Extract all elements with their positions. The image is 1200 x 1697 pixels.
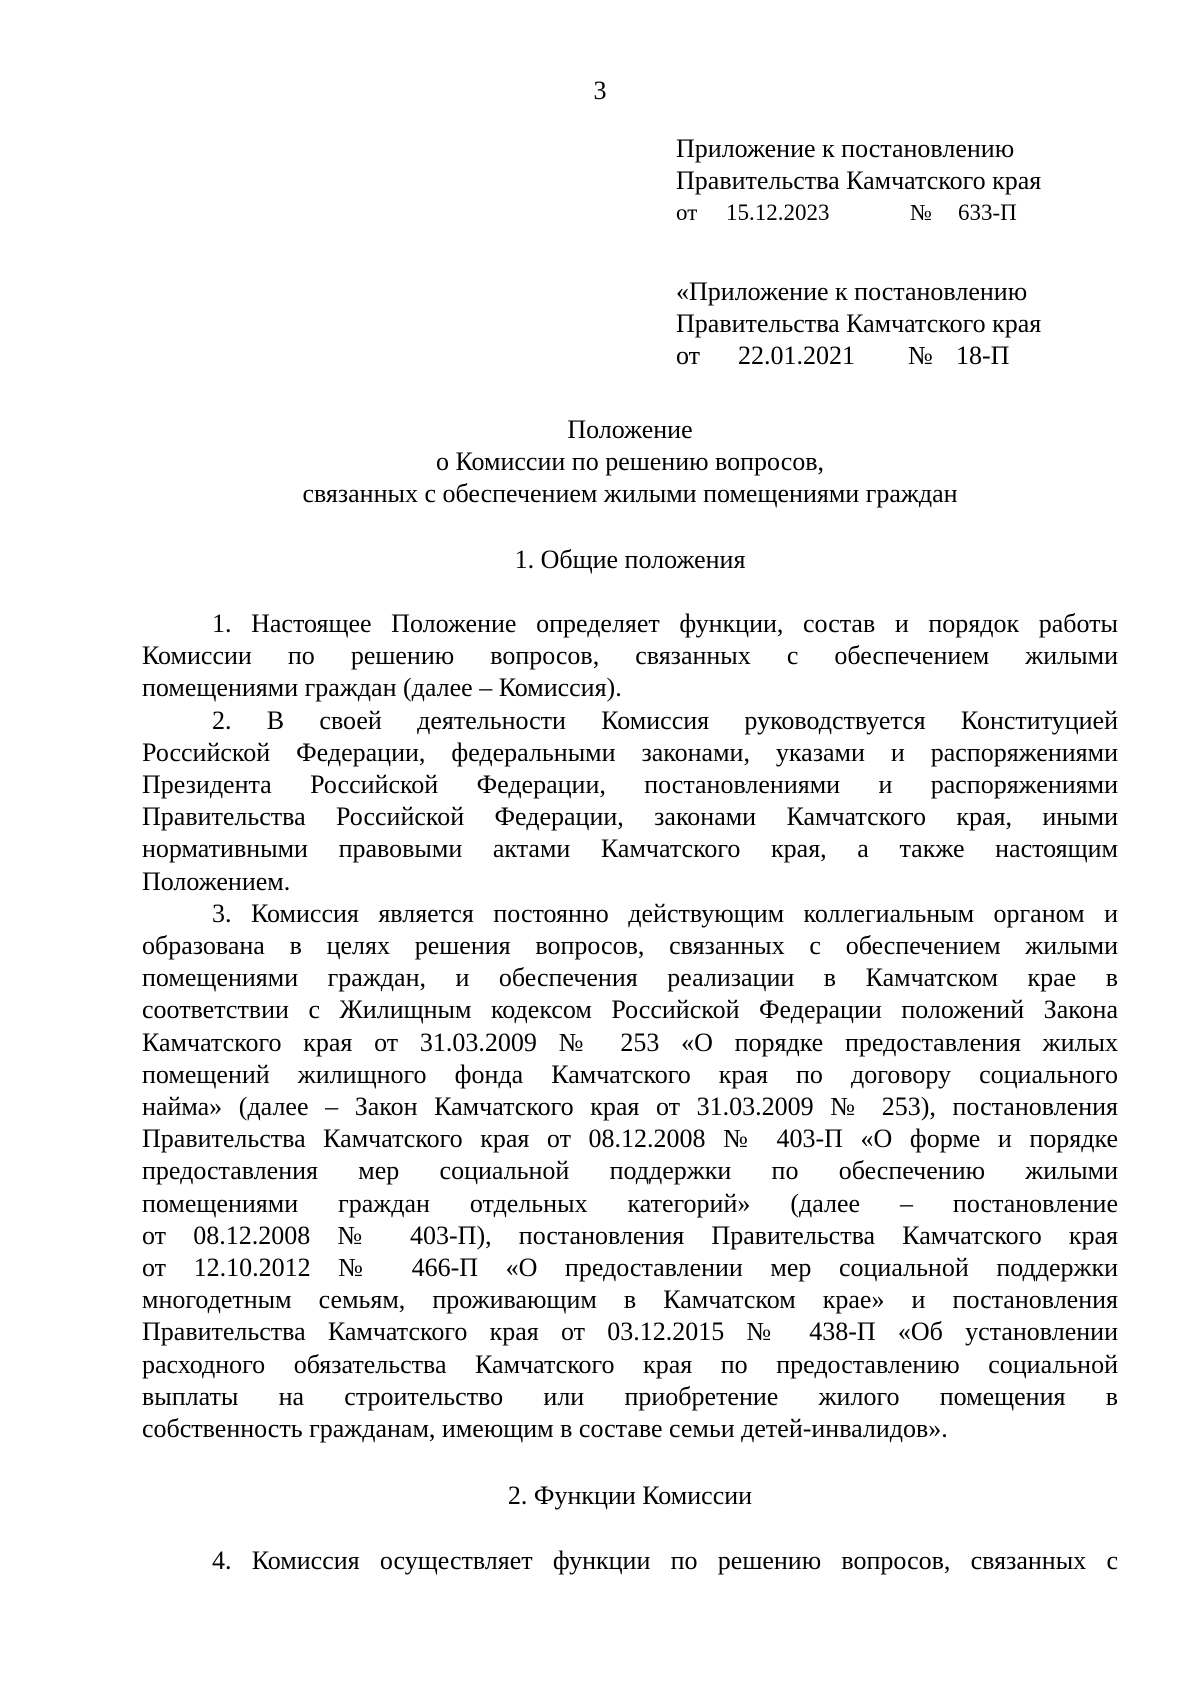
text-line: собственность гражданам, имеющим в составе семьи детей-инвалидов». xyxy=(142,1414,948,1444)
section-body-general xyxy=(142,608,1118,1445)
appendix-current-date: 15.12.2023 xyxy=(726,200,830,225)
text-line: Положением. xyxy=(142,866,291,896)
appendix-current-num-sign: № xyxy=(910,200,932,225)
section-heading-general: 1. Общие положения xyxy=(514,545,746,574)
appendix-previous-line2: Правительства Камчатского края xyxy=(676,309,1042,338)
text-line: от 08.12.2008 № 403-П), постановления Правительства Камчатского края xyxy=(142,1220,1118,1250)
title-line1: Положение xyxy=(567,415,693,444)
title-line3: связанных с обеспечением жилыми помещениями граждан xyxy=(302,479,958,508)
section-heading-functions: 2. Функции Комиссии xyxy=(507,1481,753,1510)
text-line: 2. В своей деятельности Комиссия руководствуется Конституцией xyxy=(212,705,1118,735)
text-line: нормативными правовыми актами Камчатского края, а также настоящим xyxy=(142,834,1118,864)
paragraph-4 xyxy=(142,1545,1118,1577)
text-line: расходного обязательства Камчатского края по предоставлению социальной xyxy=(142,1349,1118,1379)
text-line: Правительства Камчатского края от 08.12.2008 № 403-П «О форме и порядке xyxy=(142,1124,1118,1154)
document-title xyxy=(130,414,1130,510)
text-line: выплаты на строительство или приобретение жилого помещения в xyxy=(142,1381,1118,1411)
appendix-previous-num-sign: № xyxy=(908,341,933,370)
paragraph-1 xyxy=(142,608,1118,705)
appendix-current-line1: Приложение к постановлению xyxy=(676,134,1015,163)
text-line: соответствии с Жилищным кодексом Российской Федерации положений Закона xyxy=(142,995,1118,1025)
text-line: 4. Комиссия осуществляет функции по решению вопросов, связанных с xyxy=(212,1546,1118,1575)
appendix-previous-ot: от xyxy=(676,341,701,370)
appendix-current-date-line xyxy=(676,197,1096,229)
text-line: найма» (далее – Закон Камчатского края от 31.03.2009 № 253), постановления xyxy=(142,1092,1118,1122)
text-line: предоставления мер социальной поддержки по обеспечению жилыми xyxy=(142,1156,1118,1186)
title-line2: о Комиссии по решению вопросов, xyxy=(435,447,825,476)
text-line: Правительства Российской Федерации, законами Камчатского края, иными xyxy=(142,802,1118,832)
text-line: 3. Комиссия является постоянно действующим коллегиальным органом и xyxy=(212,898,1118,928)
appendix-previous-date-line xyxy=(676,340,1096,372)
appendix-previous-number: 18-П xyxy=(956,341,1010,370)
text-line: Президента Российской Федерации, постановлениями и распоряжениями xyxy=(142,770,1118,800)
appendix-current-number: 633-П xyxy=(958,200,1017,225)
text-line: 1. Настоящее Положение определяет функции, состав и порядок работы xyxy=(212,609,1118,638)
appendix-previous-date: 22.01.2021 xyxy=(738,341,855,370)
text-line: помещениями граждан, и обеспечения реализации в Камчатском крае в xyxy=(142,963,1118,993)
text-line: помещений жилищного фонда Камчатского края по договору социального xyxy=(142,1059,1118,1089)
text-line: Камчатского края от 31.03.2009 № 253 «О порядке предоставления жилых xyxy=(142,1027,1118,1057)
text-line: Правительства Камчатского края от 03.12.2015 № 438-П «Об установлении xyxy=(142,1317,1118,1347)
text-line: Российской Федерации, федеральными законами, указами и распоряжениями xyxy=(142,737,1118,767)
paragraph-2 xyxy=(142,705,1118,898)
appendix-current-block xyxy=(676,133,1096,229)
text-line: помещениями граждан (далее – Комиссия). xyxy=(142,673,622,703)
appendix-previous-block xyxy=(676,276,1096,372)
text-line: многодетным семьям, проживающим в Камчатском крае» и постановления xyxy=(142,1285,1118,1315)
appendix-previous-line1: «Приложение к постановлению xyxy=(676,277,1028,306)
text-line: Комиссии по решению вопросов, связанных с обеспечением жилыми xyxy=(142,641,1118,671)
page-number: 3 xyxy=(593,76,607,105)
paragraph-3 xyxy=(142,898,1118,1445)
text-line: помещениями граждан отдельных категорий» (далее – постановление xyxy=(142,1188,1118,1218)
appendix-current-line2: Правительства Камчатского края xyxy=(676,166,1042,195)
text-line: от 12.10.2012 № 466-П «О предоставлении мер социальной поддержки xyxy=(142,1253,1118,1283)
text-line: образована в целях решения вопросов, связанных с обеспечением жилыми xyxy=(142,931,1118,961)
section-body-functions xyxy=(142,1545,1118,1577)
appendix-current-ot: от xyxy=(676,200,698,225)
